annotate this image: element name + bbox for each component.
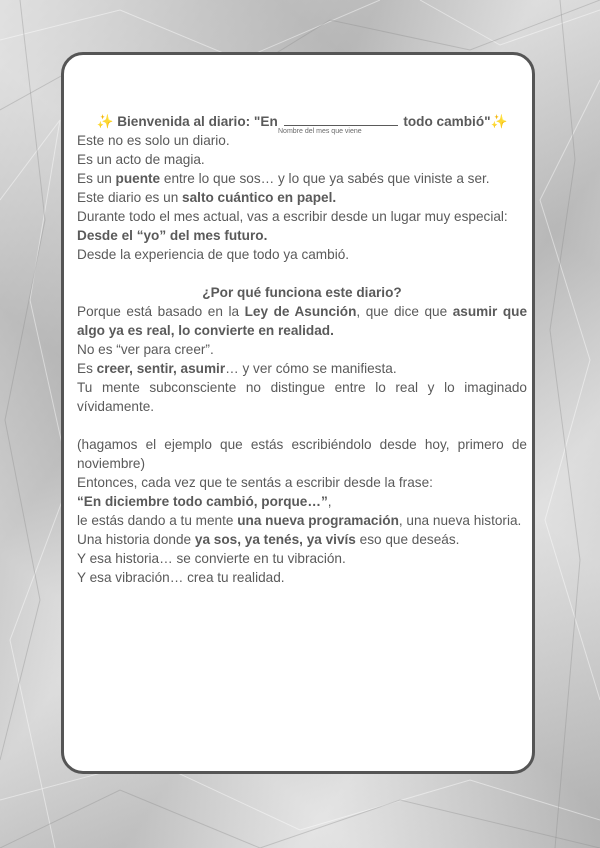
intro-line: Durante todo el mes actual, vas a escribir desde un lugar muy especial: [77, 209, 508, 224]
title-suffix: todo cambió" [403, 114, 491, 129]
paragraph-line: Es creer, sentir, asumir… y ver cómo se manifiesta. [77, 361, 397, 376]
intro-line: Desde la experiencia de que todo ya cambió. [77, 247, 350, 262]
intro-line: Es un acto de magia. [77, 152, 205, 167]
paragraph: le estás dando a tu mente una nueva programación, una nueva historia. [77, 513, 522, 528]
paragraph-line: No es “ver para creer”. [77, 342, 214, 357]
sparkles-icon: ✨ [96, 114, 114, 129]
journal-title [77, 112, 527, 135]
paragraph: Tu mente subconsciente no distingue entre lo real y lo imaginado vívidamente. [77, 380, 527, 414]
month-blank-hint: Nombre del mes que viene [278, 128, 362, 135]
paragraph-line: Entonces, cada vez que te sentás a escribir desde la frase: [77, 475, 433, 490]
paragraph-line: Y esa historia… se convierte en tu vibración. [77, 551, 346, 566]
intro-line: Este no es solo un diario. [77, 133, 230, 148]
quote-line: “En diciembre todo cambió, porque…”, [77, 494, 332, 509]
title-prefix: Bienvenida al diario: "En [117, 114, 278, 129]
paragraph: (hagamos el ejemplo que estás escribiéndolo desde hoy, primero de noviembre) [77, 437, 527, 471]
intro-line: Es un puente entre lo que sos… y lo que ya sabés que viniste a ser. [77, 171, 490, 186]
paragraph-line: Y esa vibración… crea tu realidad. [77, 570, 285, 585]
section-heading: ¿Por qué funciona este diario? [202, 285, 402, 300]
journal-text [77, 112, 527, 587]
paragraph: Porque está basado en la Ley de Asunción, que dice que asumir que algo ya es real, lo convierte en realidad. [77, 304, 528, 338]
month-blank [284, 113, 398, 126]
intro-line: Desde el “yo” del mes futuro. [77, 228, 268, 243]
sparkles-icon: ✨ [490, 114, 508, 129]
journal-card [61, 52, 535, 774]
intro-line: Este diario es un salto cuántico en papel. [77, 190, 337, 205]
paragraph-line: Una historia donde ya sos, ya tenés, ya vivís eso que deseás. [77, 532, 460, 547]
